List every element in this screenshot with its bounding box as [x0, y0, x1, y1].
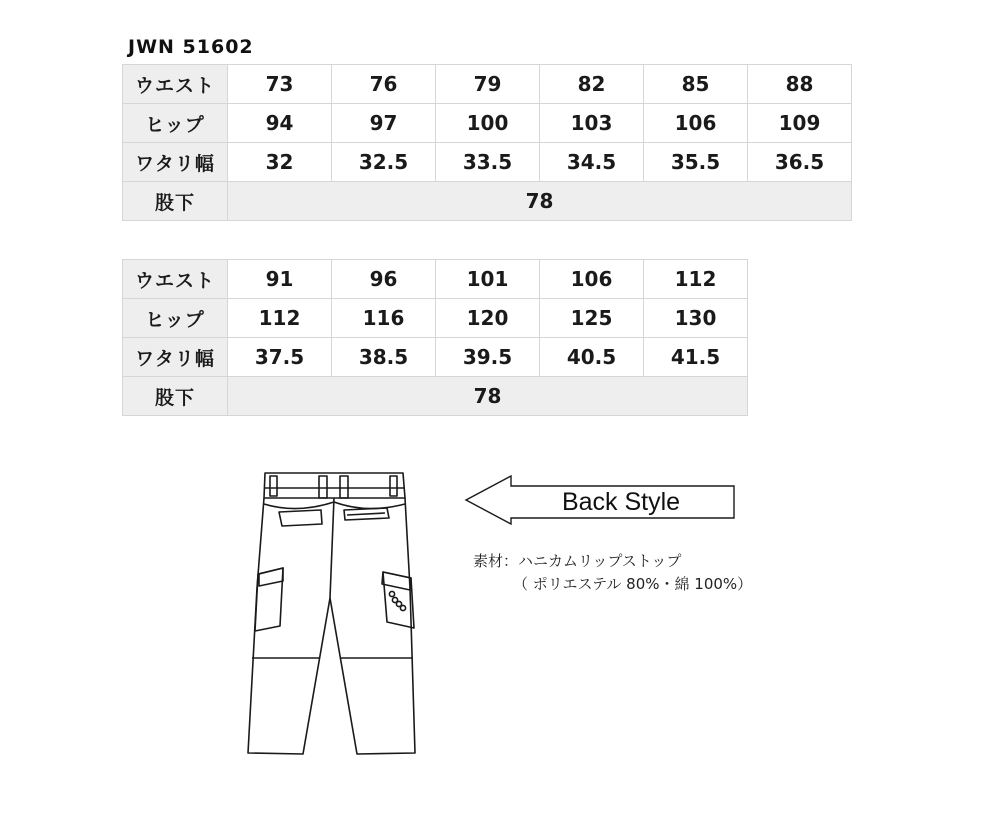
waist-row — [123, 65, 852, 104]
table-cell: 88 — [748, 65, 852, 104]
table-cell: 106 — [540, 260, 644, 299]
waist-row — [123, 260, 748, 299]
hip-row — [123, 104, 852, 143]
hip-label: ヒップ — [123, 299, 228, 338]
table-cell: 116 — [332, 299, 436, 338]
table-cell: 73 — [228, 65, 332, 104]
table-cell: 85 — [644, 65, 748, 104]
table-cell: 36.5 — [748, 143, 852, 182]
table-cell: 82 — [540, 65, 644, 104]
material-line: 素材：ハニカムリップストップ — [473, 552, 682, 570]
size-table-1 — [122, 64, 852, 221]
table-cell: 96 — [332, 260, 436, 299]
table-cell: 97 — [332, 104, 436, 143]
table-cell: 37.5 — [228, 338, 332, 377]
waist-label: ウエスト — [123, 260, 228, 299]
table-cell: 32.5 — [332, 143, 436, 182]
table-cell: 94 — [228, 104, 332, 143]
inseam-label: 股下 — [123, 182, 228, 221]
inseam-row — [123, 182, 852, 221]
hip-label: ヒップ — [123, 104, 228, 143]
model-number: JWN 51602 — [128, 36, 254, 58]
table-cell: 40.5 — [540, 338, 644, 377]
table-cell: 130 — [644, 299, 748, 338]
inseam-row — [123, 377, 748, 416]
table-cell: 76 — [332, 65, 436, 104]
table-cell: 32 — [228, 143, 332, 182]
table-cell: 106 — [644, 104, 748, 143]
table-cell: 109 — [748, 104, 852, 143]
table-cell: 112 — [644, 260, 748, 299]
size-table-2 — [122, 259, 748, 416]
thigh-row — [123, 143, 852, 182]
thigh-label: ワタリ幅 — [123, 338, 228, 377]
pants-back-illustration — [235, 468, 425, 760]
table-cell: 35.5 — [644, 143, 748, 182]
thigh-row — [123, 338, 748, 377]
inseam-value: 78 — [228, 182, 852, 221]
table-cell: 103 — [540, 104, 644, 143]
material-info — [473, 550, 752, 596]
table-cell: 101 — [436, 260, 540, 299]
material-composition: （ ポリエステル 80%・綿 100%） — [513, 575, 753, 593]
hip-row — [123, 299, 748, 338]
inseam-value: 78 — [228, 377, 748, 416]
inseam-label: 股下 — [123, 377, 228, 416]
table-cell: 34.5 — [540, 143, 644, 182]
table-cell: 41.5 — [644, 338, 748, 377]
table-cell: 39.5 — [436, 338, 540, 377]
waist-label: ウエスト — [123, 65, 228, 104]
table-cell: 100 — [436, 104, 540, 143]
table-cell: 79 — [436, 65, 540, 104]
table-cell: 91 — [228, 260, 332, 299]
table-cell: 112 — [228, 299, 332, 338]
table-cell: 125 — [540, 299, 644, 338]
table-cell: 33.5 — [436, 143, 540, 182]
back-style-label: Back Style — [561, 488, 681, 516]
table-cell: 38.5 — [332, 338, 436, 377]
back-style-arrow — [463, 472, 738, 528]
thigh-label: ワタリ幅 — [123, 143, 228, 182]
table-cell: 120 — [436, 299, 540, 338]
